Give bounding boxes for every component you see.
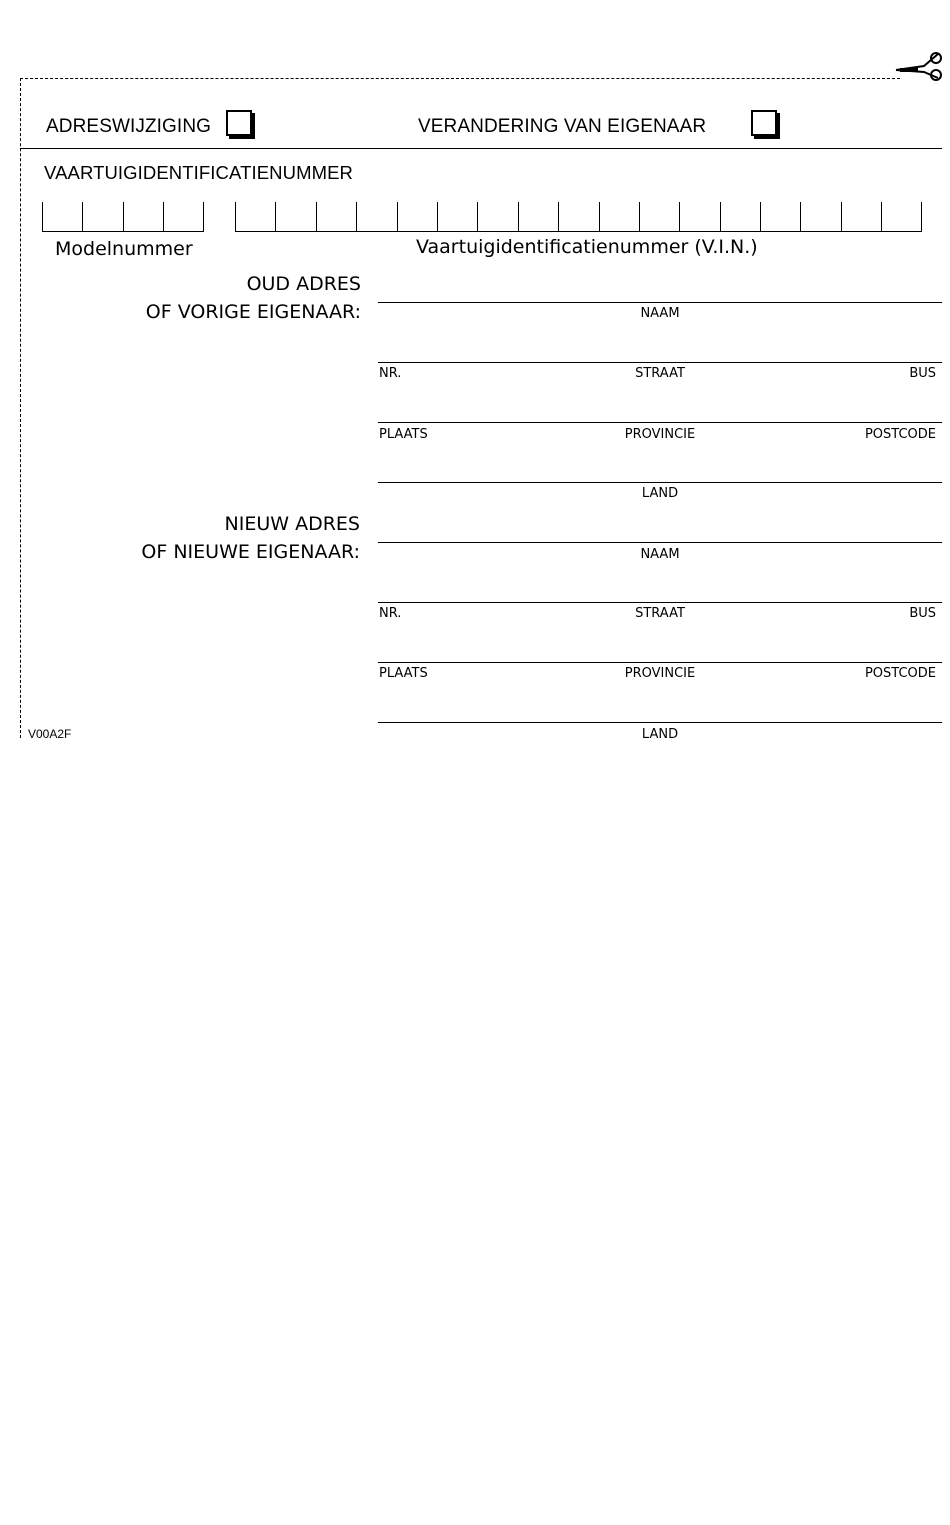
new-bus-label: BUS xyxy=(909,606,936,621)
new-nr-label: NR. xyxy=(379,606,402,621)
new-name-field[interactable] xyxy=(378,542,942,543)
new-province-label: PROVINCIE xyxy=(624,666,696,681)
old-street-field[interactable] xyxy=(378,362,942,363)
old-bus-label: BUS xyxy=(909,366,936,381)
vin-box[interactable] xyxy=(841,202,881,232)
new-address-title-line1: NIEUW ADRES xyxy=(224,513,360,535)
vin-box[interactable] xyxy=(437,202,477,232)
new-name-label: NAAM xyxy=(640,547,680,562)
old-province-label: PROVINCIE xyxy=(624,427,696,442)
vin-section-title: VAARTUIGIDENTIFICATIENUMMER xyxy=(44,162,353,183)
old-address-title-line1: OUD ADRES xyxy=(246,273,361,295)
old-country-label: LAND xyxy=(641,486,679,501)
old-street-label: STRAAT xyxy=(635,366,685,381)
vin-box[interactable] xyxy=(397,202,437,232)
old-country-field[interactable] xyxy=(378,482,942,483)
vin-box[interactable] xyxy=(800,202,840,232)
new-street-label: STRAAT xyxy=(635,606,685,621)
vin-box[interactable] xyxy=(235,202,275,232)
vin-box[interactable] xyxy=(599,202,639,232)
new-address-title xyxy=(20,510,360,566)
form-code: V00A2F xyxy=(28,727,72,741)
vin-box[interactable] xyxy=(720,202,760,232)
scissors-icon xyxy=(894,48,944,84)
model-number-box[interactable] xyxy=(163,202,203,232)
old-nr-label: NR. xyxy=(379,366,402,381)
vin-label: Vaartuigidentificatienummer (V.I.N.) xyxy=(416,236,758,258)
new-address-title-line2: OF NIEUWE EIGENAAR: xyxy=(141,541,360,563)
new-country-label: LAND xyxy=(641,727,679,742)
vin-box[interactable] xyxy=(881,202,921,232)
old-city-label: PLAATS xyxy=(379,427,428,442)
vin-box[interactable] xyxy=(639,202,679,232)
new-country-field[interactable] xyxy=(378,722,942,723)
model-number-box[interactable] xyxy=(82,202,122,232)
vin-box[interactable] xyxy=(477,202,517,232)
vin-box[interactable] xyxy=(356,202,396,232)
vin-box[interactable] xyxy=(518,202,558,232)
old-address-title xyxy=(21,270,361,326)
old-name-field[interactable] xyxy=(378,302,942,303)
old-address-title-line2: OF VORIGE EIGENAAR: xyxy=(145,301,361,323)
new-city-field[interactable] xyxy=(378,662,942,663)
vin-box[interactable] xyxy=(316,202,356,232)
header-divider xyxy=(20,148,942,149)
new-postcode-label: POSTCODE xyxy=(864,666,936,681)
address-change-label: ADRESWIJZIGING xyxy=(46,116,212,137)
old-postcode-label: POSTCODE xyxy=(864,427,936,442)
new-city-label: PLAATS xyxy=(379,666,428,681)
vin-box[interactable] xyxy=(558,202,598,232)
vin-boxes[interactable] xyxy=(235,202,922,232)
cut-line-top xyxy=(20,78,900,79)
old-name-label: NAAM xyxy=(640,306,680,321)
vin-box[interactable] xyxy=(760,202,800,232)
model-number-boxes[interactable] xyxy=(42,202,204,232)
vin-box[interactable] xyxy=(275,202,315,232)
address-change-checkbox[interactable] xyxy=(226,110,252,136)
owner-change-label: VERANDERING VAN EIGENAAR xyxy=(418,116,707,137)
new-street-field[interactable] xyxy=(378,602,942,603)
vin-box[interactable] xyxy=(679,202,719,232)
model-number-label: Modelnummer xyxy=(55,238,193,260)
old-city-field[interactable] xyxy=(378,422,942,423)
cut-line-left xyxy=(20,78,21,738)
model-number-box[interactable] xyxy=(42,202,82,232)
owner-change-checkbox[interactable] xyxy=(751,110,777,136)
model-number-box[interactable] xyxy=(123,202,163,232)
